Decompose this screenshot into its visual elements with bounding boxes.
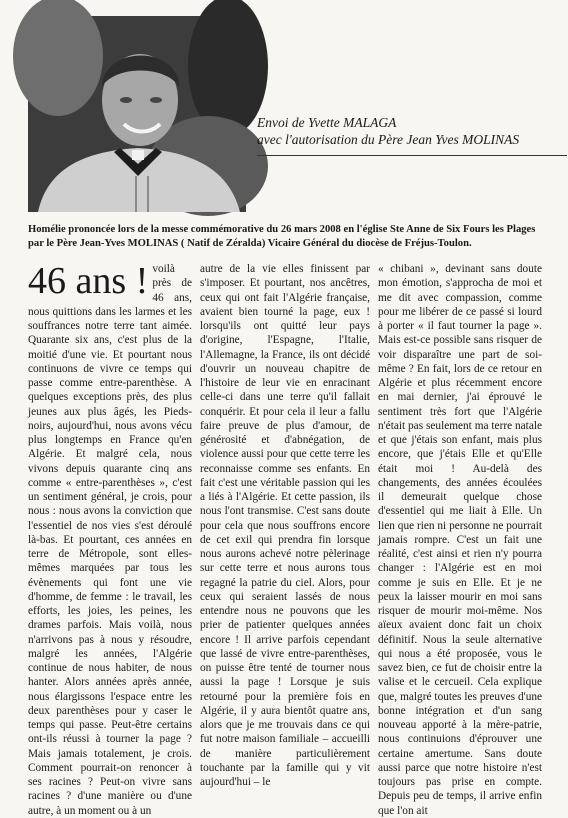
credit-line-1: Envoi de Yvette MALAGA xyxy=(257,115,397,130)
column-3 xyxy=(378,262,542,817)
intro-paragraph: Homélie prononcée lors de la messe commémorative du 26 mars 2008 en l'église Ste Anne de Six Fours les Plages par le Père Jean-Yves MOLINAS ( Natif de Zéralda) Vicaire Général du diocèse de Fréjus-Toulon. xyxy=(28,224,536,249)
column-1 xyxy=(28,260,192,817)
column-2-text: autre de la vie elles finissent par s'imposer. Et pourtant, nos ancêtres, ceux qui ont fait l'Algérie française, avaient bien tourné la page, eux ! lorsqu'ils ont quitté leur pays d'origine, l'Espagne, l'Italie, l'Allemagne, la France, ils ont décidé d'ouvrir un nouveau chapitre de l'histoire de leur vie en enracinant celle-ci dans une terre qu'il fallait conquérir. Et pour cela il leur a fallu faire preuve de plus d'amour, de générosité et d'abnégation, de violence aussi pour que cette terre les reconnaisse comme ses enfants. En fait c'est une véritable passion qui les a liés à l'Algérie. Et cette passion, ils nous l'ont transmise. C'est sans doute pour cela que nous souffrons encore de cet exil qui prendra fin lorsque nous aurons achevé notre pèlerinage sur cette terre et nous aurons tous regagné la patrie du ciel. Alors, pour ceux qui seraient lassés de nous entendre nous ne pouvons que les prier de patienter quelques années encore ! Il arrive parfois cependant que lassé de vivre entre-parenthèses, on puisse être tenté de tourner nous aussi la page ! Lorsque je suis retourné pour la première fois en Algérie, il y aura bientôt quatre ans, alors que je me trouvais dans ce qui fut notre maison familiale – accueilli de manière particulièrement touchante par la famille qui y vit aujourd'hui – le xyxy=(200,263,370,788)
portrait-photo xyxy=(28,16,246,212)
column-3-text: « chibani », devinant sans doute mon émotion, s'approcha de moi et me dit avec compassion, comme pour me libérer de ce passé si lourd à porter « il faut tourner la page ». Mais est-ce possible sans risquer de voir disparaître une part de soi-même ? En fait, lors de ce retour en Algérie et plus récemment encore en mai dernier, j'ai éprouvé le sentiment très fort que l'Algérie n'était pas seulement ma terre natale et que j'étais son enfant, mais plus encore, que j'étais Elle et qu'Elle était moi ! Au-delà des changements, des années écoulées il demeurait quelque chose d'essentiel qui me liait à Elle. Un lien que rien ni personne ne pourrait jamais rompre. C'est un fait une réalité, c'est ainsi et rien n'y pourra changer : l'Algérie est en moi comme je suis en Elle. Et je ne peux la laisser mourir en moi sans risquer de mourir moi-même. Nos aïeux avaient donc fait un choix définitif. Nous la seule alternative qui nous a été proposée, vous le savez bien, ce fut de choisir entre la valise et le cercueil. Cela explique que, malgré toutes les preuves d'une bonne intégration et d'un sang nouveau apporté à la mère-patrie, nous continuions d'éprouver une certaine amertume. Sans doute aussi parce que notre histoire n'est toujours pas prise en compte. Depuis peu de temps, il arrive enfin que l'on ait xyxy=(378,263,542,817)
credit-block xyxy=(257,114,557,148)
column-2 xyxy=(200,262,370,790)
lead-heading: 46 ans ! xyxy=(28,260,149,302)
credit-line-2: avec l'autorisation du Père Jean Yves MOLINAS xyxy=(257,132,520,147)
column-1-text: voilà près de 46 ans, nous quittions dans les larmes et les souffrances notre terre tant aimée. Quarante six ans, c'est plus de la moitié d'une vie. Et pourtant nous continuons de vivre ce temps qui passe comme entre-parenthèse. A quelques exceptions près, des plus jeunes aux plus âgés, les Pieds-noirs, aujourd'hui, nous avons vécu plus longtemps en France qu'en Algérie. Et malgré cela, nous vivons depuis quarante cinq ans comme « entre-parenthèses », c'est un sentiment général, je crois, pour nous : nous avons la conviction que l'essentiel de nos vies s'est déroulé là-bas. Et pourtant, ces années en terre de Métropole, sont elles-mêmes marquées par tous les évènements qui font une vie d'homme, de femme : le travail, les efforts, les joies, les peines, les drames parfois. Mais voilà, nous n'arrivons pas à nous y résoudre, malgré les années, l'Algérie continue de nous habiter, de nous hanter. Alors années après année, nous élargissons l'espace entre les deux parenthèses pour y caser le temps qui passe. Peut-être certains ont-ils réussi à tourner la page ? Mais jamais totalement, je crois. Comment pourrait-on renoncer à ses racines ? Peut-on vivre sans racines ? d'une manière ou d'une autre, à un moment ou à un xyxy=(28,263,192,817)
priest-portrait-illustration xyxy=(28,16,246,212)
credit-divider xyxy=(257,155,567,156)
